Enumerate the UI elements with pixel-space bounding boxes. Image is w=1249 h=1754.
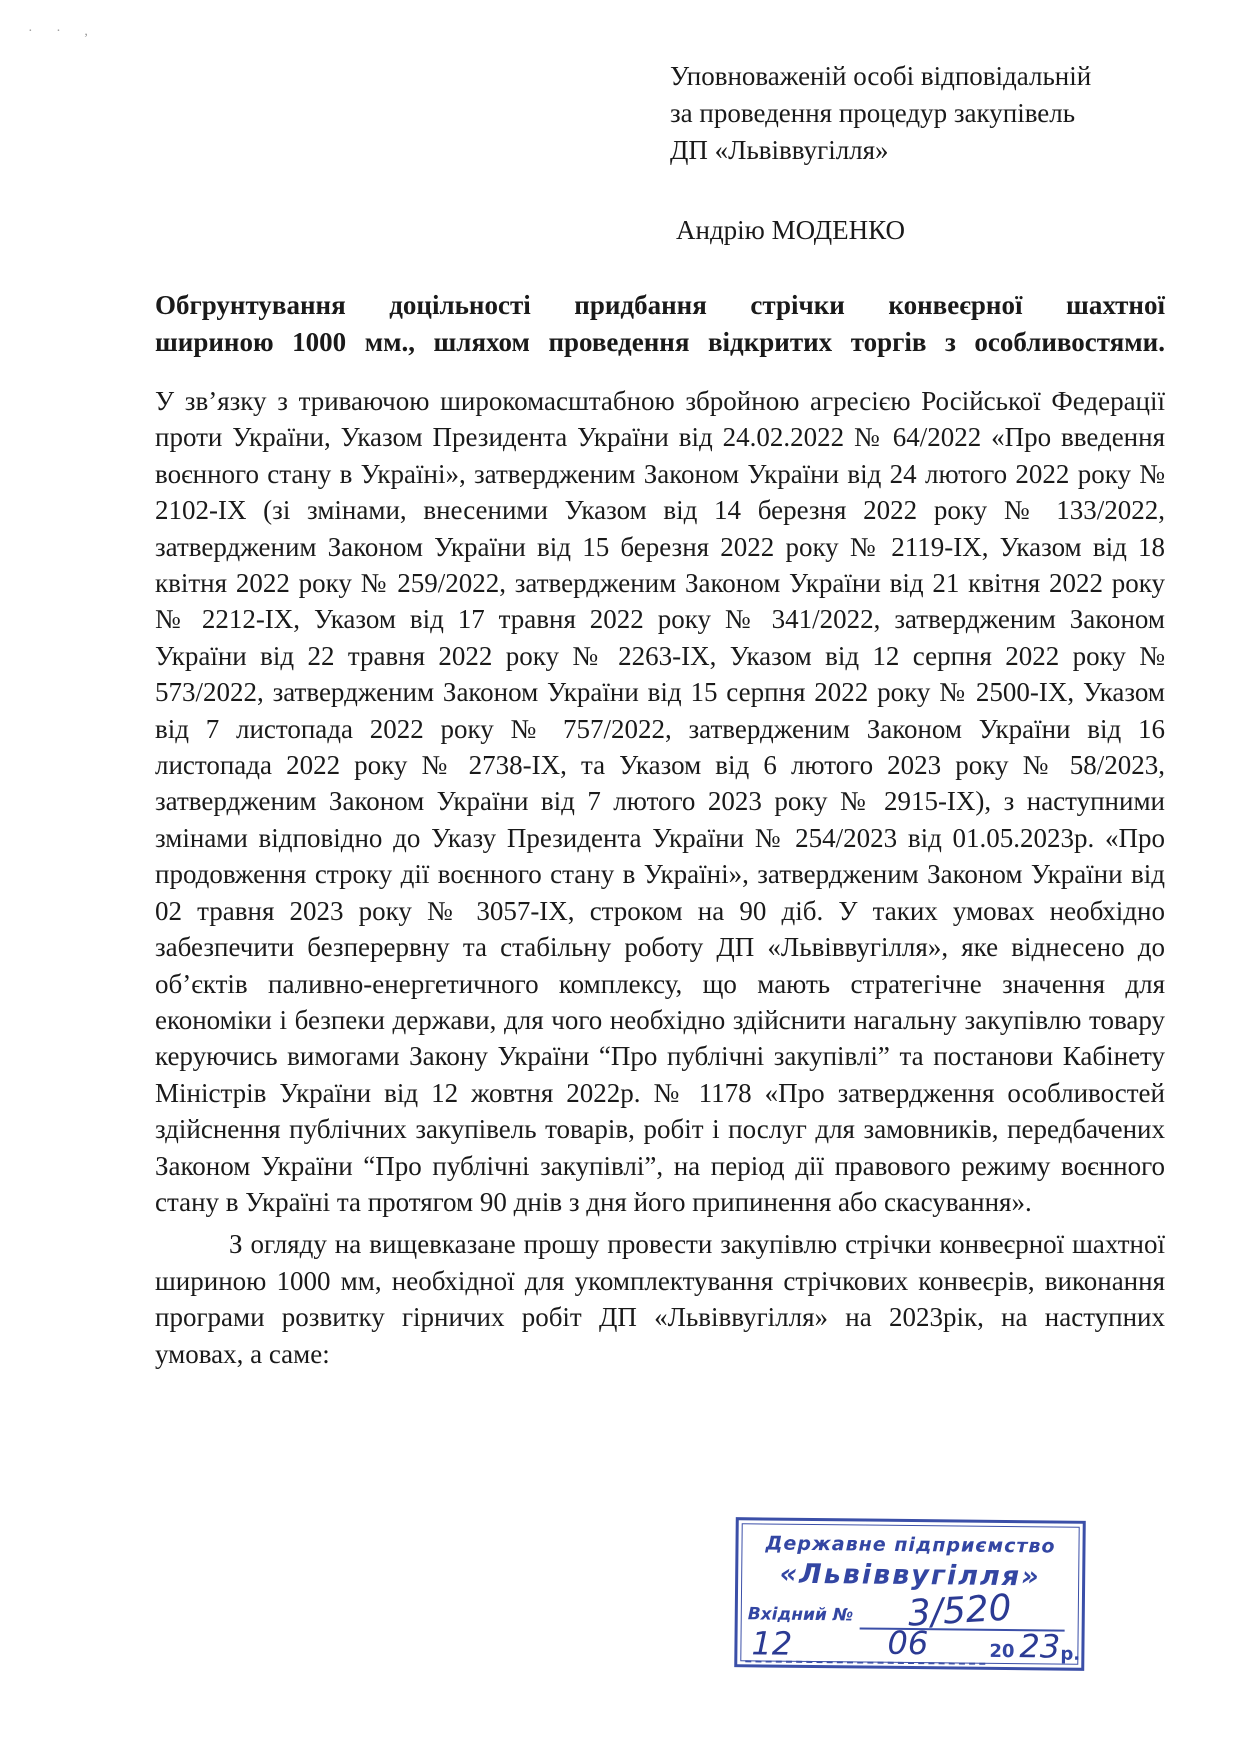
addressee-block [670, 58, 1190, 169]
stamp-date-month: 06 [887, 1623, 929, 1663]
stamp-incoming-label: Вхідний № [747, 1604, 854, 1626]
body-paragraph: З огляду на вищевказане прошу провести закупівлю стрічки конвеєрної шахтної шириною 1000 мм, необхідної для укомплектування стрічкових конвеєрів, виконання програми розвитку гірничих робіт ДП «Львіввугілля» на 2023рік, на наступних умовах, а саме: [155, 1229, 1165, 1369]
document-subject [155, 287, 1165, 361]
document-body [155, 383, 1165, 1372]
addressee-line: за проведення процедур закупівель [670, 98, 1076, 128]
addressee-name: Андрію МОДЕНКО [676, 215, 906, 245]
stamp-date-year-suffix: 23 [1019, 1627, 1061, 1666]
addressee-line: Уповноваженій особі відповідальній [670, 61, 1092, 91]
registration-stamp [734, 1517, 1086, 1671]
stamp-incoming-number: 3/520 [906, 1587, 1013, 1635]
addressee-line: ДП «Львіввугілля» [670, 135, 889, 165]
body-paragraph: У зв’язку з триваючою широкомасштабною збройною агресією Російської Федерації проти України, Указом Президента України від 24.02.2022 № 64/2022 «Про введення воєнного стану в Україні», затвердженим Законом України від 24 лютого 2022 року № 2102-IX (зі змінами, внесеними Указом від 14 березня 2022 року № 133/2022, затвердженим Законом України від 15 березня 2022 року № 2119-IX, Указом від 18 квітня 2022 року № 259/2022, затвердженим Законом України від 21 квітня 2022 року № 2212-IX, Указом від 17 травня 2022 року № 341/2022, затвердженим Законом України від 22 травня 2022 року № 2263-IX, Указом від 12 серпня 2022 року № 573/2022, затвердженим Законом України від 15 серпня 2022 року № 2500-IX, Указом від 7 листопада 2022 року № 757/2022, затвердженим Законом України від 16 листопада 2022 року № 2738-IX, та Указом від 6 лютого 2023 року № 58/2023, затвердженим Законом України від 7 лютого 2023 року № 2915-IX), з наступними змінами відповідно до Указу Президента України № 254/2023 від 01.05.2023р. «Про продовження строку дії воєнного стану в Україні», затвердженим Законом України від 02 травня 2023 року № 3057-IX, строком на 90 діб. У таких умовах необхідно забезпечити безперервну та стабільну роботу ДП «Львіввугілля», яке віднесено до об’єктів паливно-енергетичного комплексу, що мають стратегічне значення для економіки і безпеки держави, для чого необхідно здійснити нагальну закупівлю товару керуючись вимогами Закону України “Про публічні закупівлі” та постанови Кабінету Міністрів України від 12 жовтня 2022р. № 1178 «Про затвердження особливостей здійснення публічних закупівель товарів, робіт і послуг для замовників, передбачених Законом України “Про публічні закупівлі”, на період дії правового режиму воєнного стану в Україні та протягом 90 днів з дня його припинення або скасування». [155, 386, 1165, 1217]
subject-line: шириною 1000 мм., шляхом проведення відкритих торгів з особливостями. [155, 327, 1165, 357]
scan-artifact-marks: · · , [28, 24, 98, 39]
stamp-date-underline [745, 1660, 985, 1665]
subject-line: Обгрунтування доцільності придбання стрічки конвеєрної шахтної [155, 290, 1165, 320]
stamp-date-year-suffix-r: р. [1060, 1643, 1081, 1665]
stamp-date-day: 12 [751, 1624, 793, 1663]
stamp-org-name: «Львіввугілля» [779, 1558, 1041, 1593]
stamp-org-line: Державне підприємство [765, 1532, 1056, 1558]
stamp-date-year-prefix: 20 [989, 1640, 1015, 1663]
